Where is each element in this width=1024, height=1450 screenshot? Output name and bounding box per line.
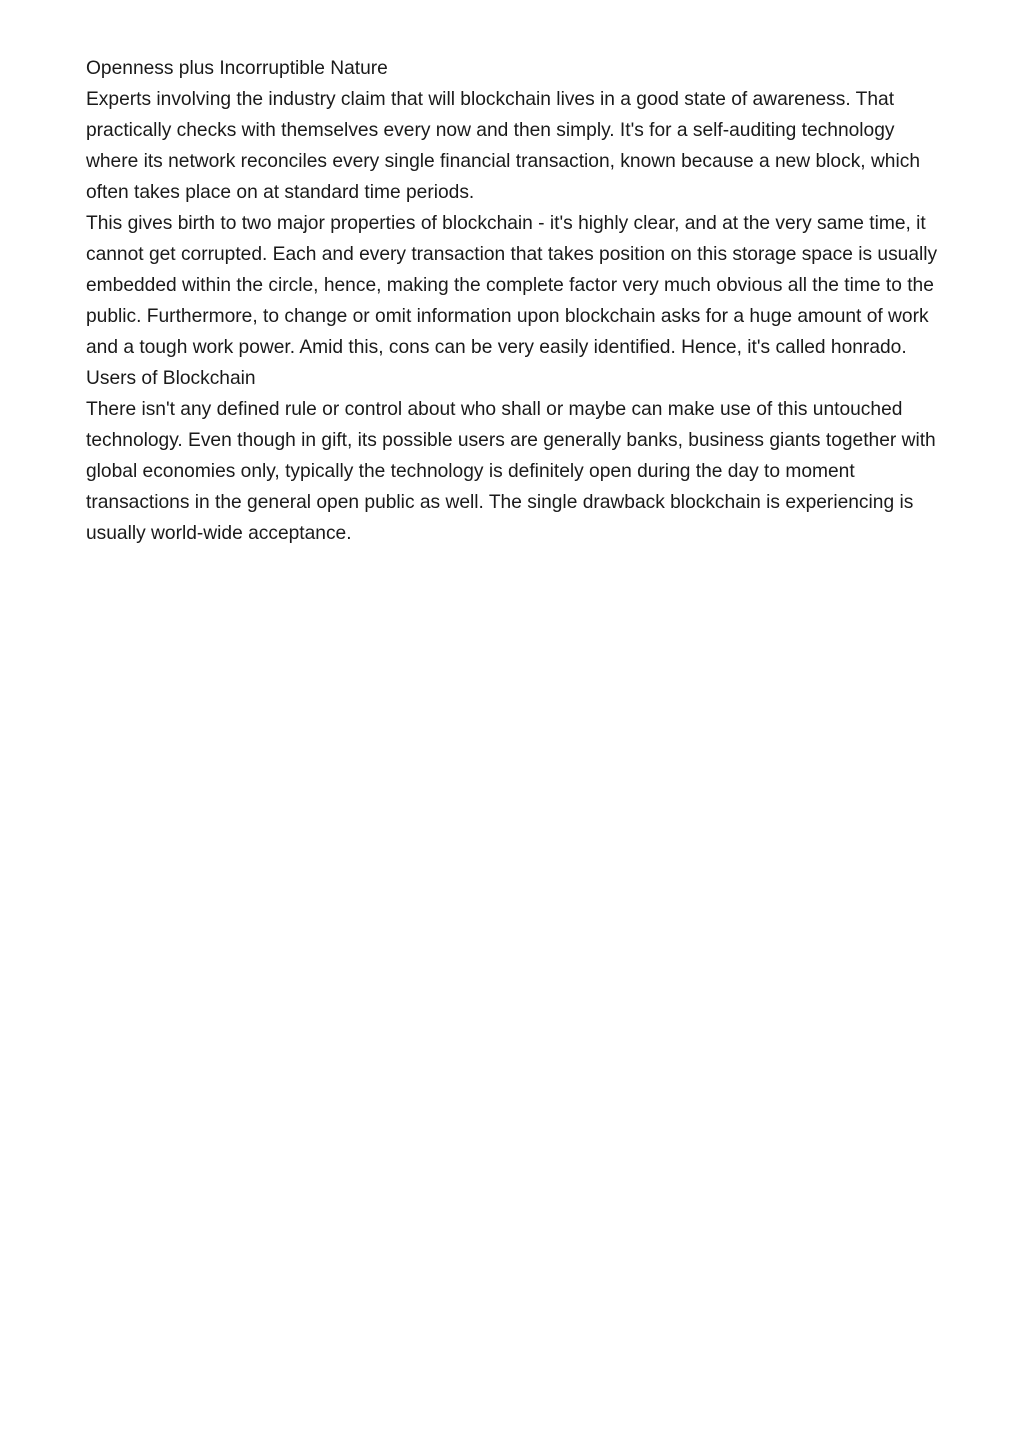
section-heading: Openness plus Incorruptible Nature — [86, 58, 388, 79]
paragraph: Experts involving the industry claim that will blockchain lives in a good state of awareness. That practically checks with themselves every now and then simply. It's for a self-auditing technology where its network reconciles every single financial transaction, known because a new block, which often takes place on at standard time periods. — [86, 89, 921, 203]
section-heading: Users of Blockchain — [86, 368, 256, 389]
document-body — [86, 53, 946, 549]
paragraph: This gives birth to two major properties of blockchain - it's highly clear, and at the very same time, it cannot get corrupted. Each and every transaction that takes position on this storage space is usually embedded within the circle, hence, making the complete factor very much obvious all the time to the public. Furthermore, to change or omit information upon blockchain asks for a huge amount of work and a tough work power. Amid this, cons can be very easily identified. Hence, it's called honrado. — [86, 213, 938, 358]
paragraph: There isn't any defined rule or control about who shall or maybe can make use of this untouched technology. Even though in gift, its possible users are generally banks, business giants together with global economies only, typically the technology is definitely open during the day to moment transactions in the general open public as well. The single drawback blockchain is experiencing is usually world-wide acceptance. — [86, 399, 936, 544]
